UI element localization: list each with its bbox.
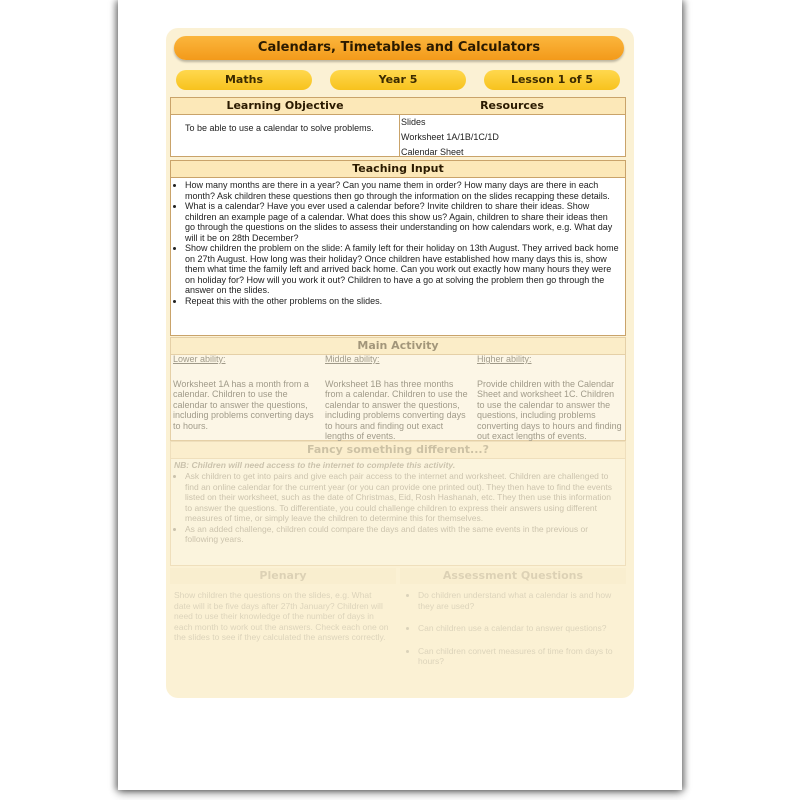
- list-item: • Show children the problem on the slide: A family left for their holiday on 13th August. They arrived back home on 27th August. How long was their holiday? Once children have established how many days this is, show them what time the family left and arrived back home. Can you work out exactly how many hours they were on holiday for? How will you work it out? Children to have a go at solving the problem then go through the answer on the slides.: [185, 243, 619, 296]
- plenary-text: Show children the questions on the slides, e.g. What date will it be five days after 27th January? Children will need to use their knowledge of the number of days in each month to work out the answers. Check each one on the slides to see if they calculated the answers correctly.: [174, 590, 389, 642]
- lower-ability-column: [173, 354, 321, 440]
- list-item: • How many months are there in a year? Can you name them in order? How many days are there in each month? Ask children these questions then go through the information on the slides recapping these details.: [185, 180, 619, 201]
- higher-ability-text: Provide children with the Calendar Sheet and worksheet 1C. Children to use the calendar to answer the questions, including problems converting days to hours and finding out exact lengths of events.: [477, 378, 622, 441]
- lower-ability-text: Worksheet 1A has a month from a calendar. Children to use the calendar to answer the questions, including problems converting days to hours.: [173, 378, 314, 431]
- list-item: • As an added challenge, children could compare the days and dates with the same events in the previous or following years.: [185, 524, 619, 545]
- assessment-list: [404, 590, 624, 679]
- teaching-input-section: [170, 160, 626, 336]
- year-pill: Year 5: [330, 70, 466, 90]
- assessment-header: Assessment Questions: [400, 568, 626, 584]
- main-activity-header: Main Activity: [171, 338, 625, 355]
- document-page: [118, 0, 682, 790]
- fancy-list: [185, 471, 619, 545]
- resource-item: Slides: [401, 117, 426, 127]
- objective-text: To be able to use a calendar to solve problems.: [185, 123, 374, 133]
- lesson-plan: [166, 28, 634, 698]
- list-item: • Repeat this with the other problems on the slides.: [185, 296, 619, 307]
- lower-ability-label: Lower ability:: [173, 354, 226, 364]
- resource-item: Worksheet 1A/1B/1C/1D: [401, 132, 499, 142]
- list-item: • What is a calendar? Have you ever used a calendar before? Invite children to share their ideas. Show children an example page of a calendar. What does this show us? Again, children to share their ideas then go through the questions on the slides to assess their understanding on how calendars work, e.g. What day will it be on 28th December?: [185, 201, 619, 243]
- middle-ability-label: Middle ability:: [325, 354, 380, 364]
- page-title: Calendars, Timetables and Calculators: [174, 36, 624, 60]
- main-activity-section: [170, 337, 626, 441]
- list-item: • Can children use a calendar to answer questions?: [418, 623, 624, 634]
- list-item: • Do children understand what a calendar is and how they are used?: [418, 590, 624, 611]
- objective-header: Learning Objective: [171, 98, 399, 115]
- fancy-note: NB: Children will need access to the internet to complete this activity.: [174, 460, 456, 470]
- resources-cell: [399, 98, 625, 156]
- fancy-header: Fancy something different...?: [171, 442, 625, 459]
- higher-ability-column: [477, 354, 623, 440]
- list-item: • Ask children to get into pairs and give each pair access to the internet and worksheet. Children are challenged to find an online calendar for the current year (or you can provide one printed out). They then have to find the events listed on their worksheet, such as the date of Christmas, Eid, Rosh Hashanah, etc. They then use this information to answer the questions. To differentiate, you could challenge children to express their answers using different measures of time, or simply leave the children to determine this for themselves.: [185, 471, 619, 524]
- list-item: • Can children convert measures of time from days to hours?: [418, 646, 624, 667]
- middle-ability-column: [325, 354, 473, 440]
- objective-cell: [171, 98, 400, 156]
- teaching-list: [185, 180, 619, 306]
- resources-header: Resources: [399, 98, 625, 115]
- resource-item: Calendar Sheet: [401, 147, 464, 157]
- higher-ability-label: Higher ability:: [477, 354, 532, 364]
- subject-pill: Maths: [176, 70, 312, 90]
- resources-list: [399, 115, 625, 160]
- objective-resources-table: [170, 97, 626, 157]
- plenary-assessment-section: [170, 568, 626, 694]
- fancy-section: [170, 441, 626, 566]
- teaching-header: Teaching Input: [171, 161, 625, 178]
- lesson-pill: Lesson 1 of 5: [484, 70, 620, 90]
- plenary-header: Plenary: [170, 568, 396, 584]
- middle-ability-text: Worksheet 1B has three months from a calendar. Children to use the calendar to answer the questions, including problems converting days to hours and finding out exact lengths of events.: [325, 378, 468, 441]
